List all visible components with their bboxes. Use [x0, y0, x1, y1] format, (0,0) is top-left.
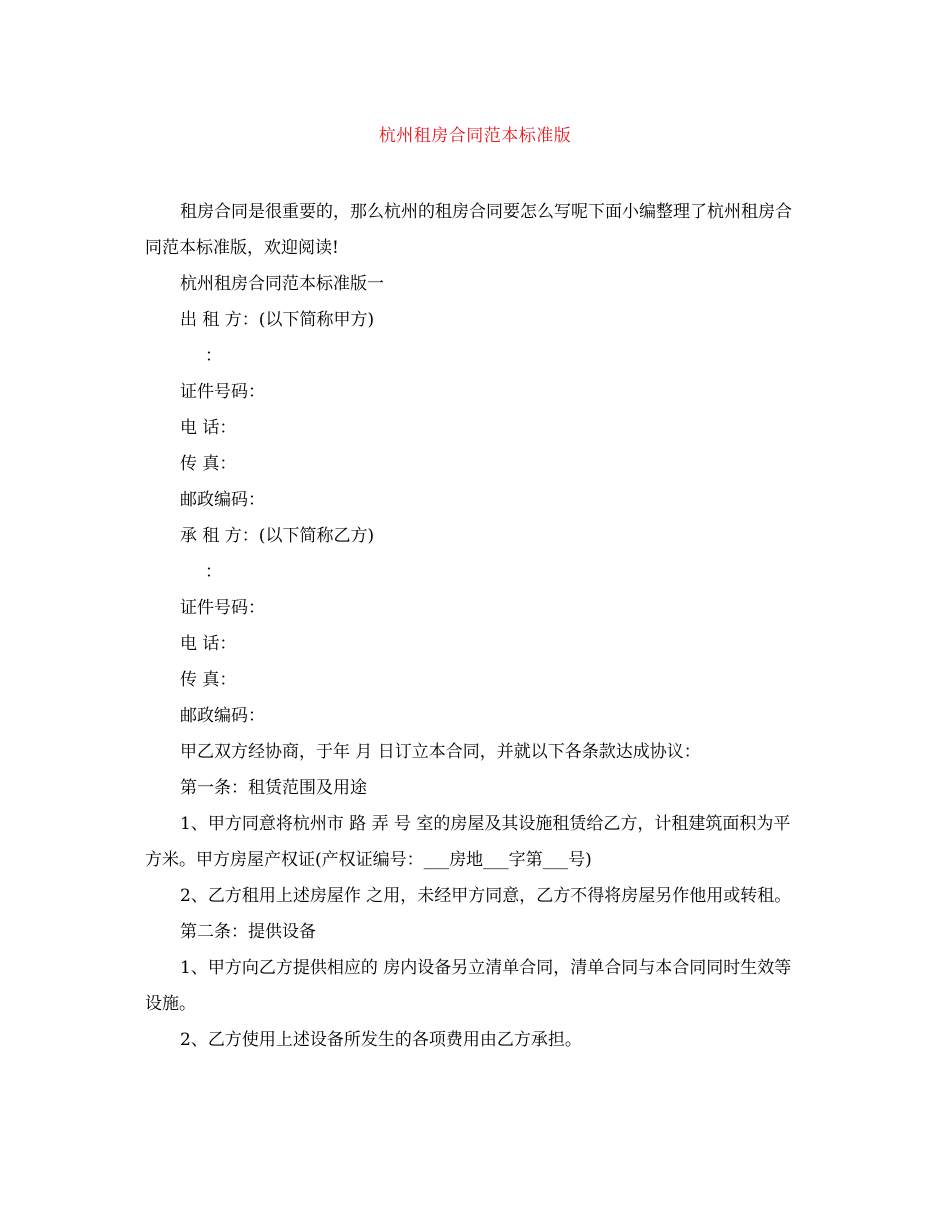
- lessor-fax-line: 传 真：: [180, 454, 237, 474]
- lessee-name-line: ：: [205, 562, 222, 582]
- document-body: [145, 194, 805, 1058]
- intro-paragraph: 租房合同是很重要的，那么杭州的租房合同要怎么写呢下面小编整理了杭州租房合同范本标准版，欢迎阅读!: [145, 202, 792, 258]
- lessor-id-line: 证件号码：: [180, 382, 265, 402]
- document-title: 杭州租房合同范本标准版: [378, 126, 572, 146]
- article-2-clause-2: 2、乙方使用上述设备所发生的各项费用由乙方承担。: [180, 1030, 582, 1050]
- lessor-label: 出 租 方：(以下简称甲方): [180, 310, 375, 330]
- section-heading: 杭州租房合同范本标准版一: [180, 274, 384, 294]
- lessor-name-line: ：: [205, 346, 222, 366]
- lessee-id-line: 证件号码：: [180, 598, 265, 618]
- lessee-phone-line: 电 话：: [180, 634, 237, 654]
- article-2-heading: 第二条：提供设备: [180, 922, 316, 942]
- lessee-fax-line: 传 真：: [180, 670, 237, 690]
- article-2-clause-1: 1、甲方向乙方提供相应的 房内设备另立清单合同，清单合同与本合同同时生效等设施。: [145, 958, 792, 1014]
- agreement-paragraph: 甲乙双方经协商，于年 月 日订立本合同，并就以下各条款达成协议：: [180, 742, 701, 762]
- article-1-heading: 第一条：租赁范围及用途: [180, 778, 367, 798]
- lessee-postcode-line: 邮政编码：: [180, 706, 265, 726]
- lessee-label: 承 租 方：(以下简称乙方): [180, 526, 375, 546]
- lessor-phone-line: 电 话：: [180, 418, 237, 438]
- lessor-postcode-line: 邮政编码：: [180, 490, 265, 510]
- article-1-clause-1: 1、甲方同意将杭州市 路 弄 号 室的房屋及其设施租赁给乙方，计租建筑面积为平方米。甲方房屋产权证(产权证编号：___房地___字第___号): [145, 814, 791, 870]
- article-1-clause-2: 2、乙方租用上述房屋作 之用，未经甲方同意，乙方不得将房屋另作他用或转租。: [180, 886, 792, 906]
